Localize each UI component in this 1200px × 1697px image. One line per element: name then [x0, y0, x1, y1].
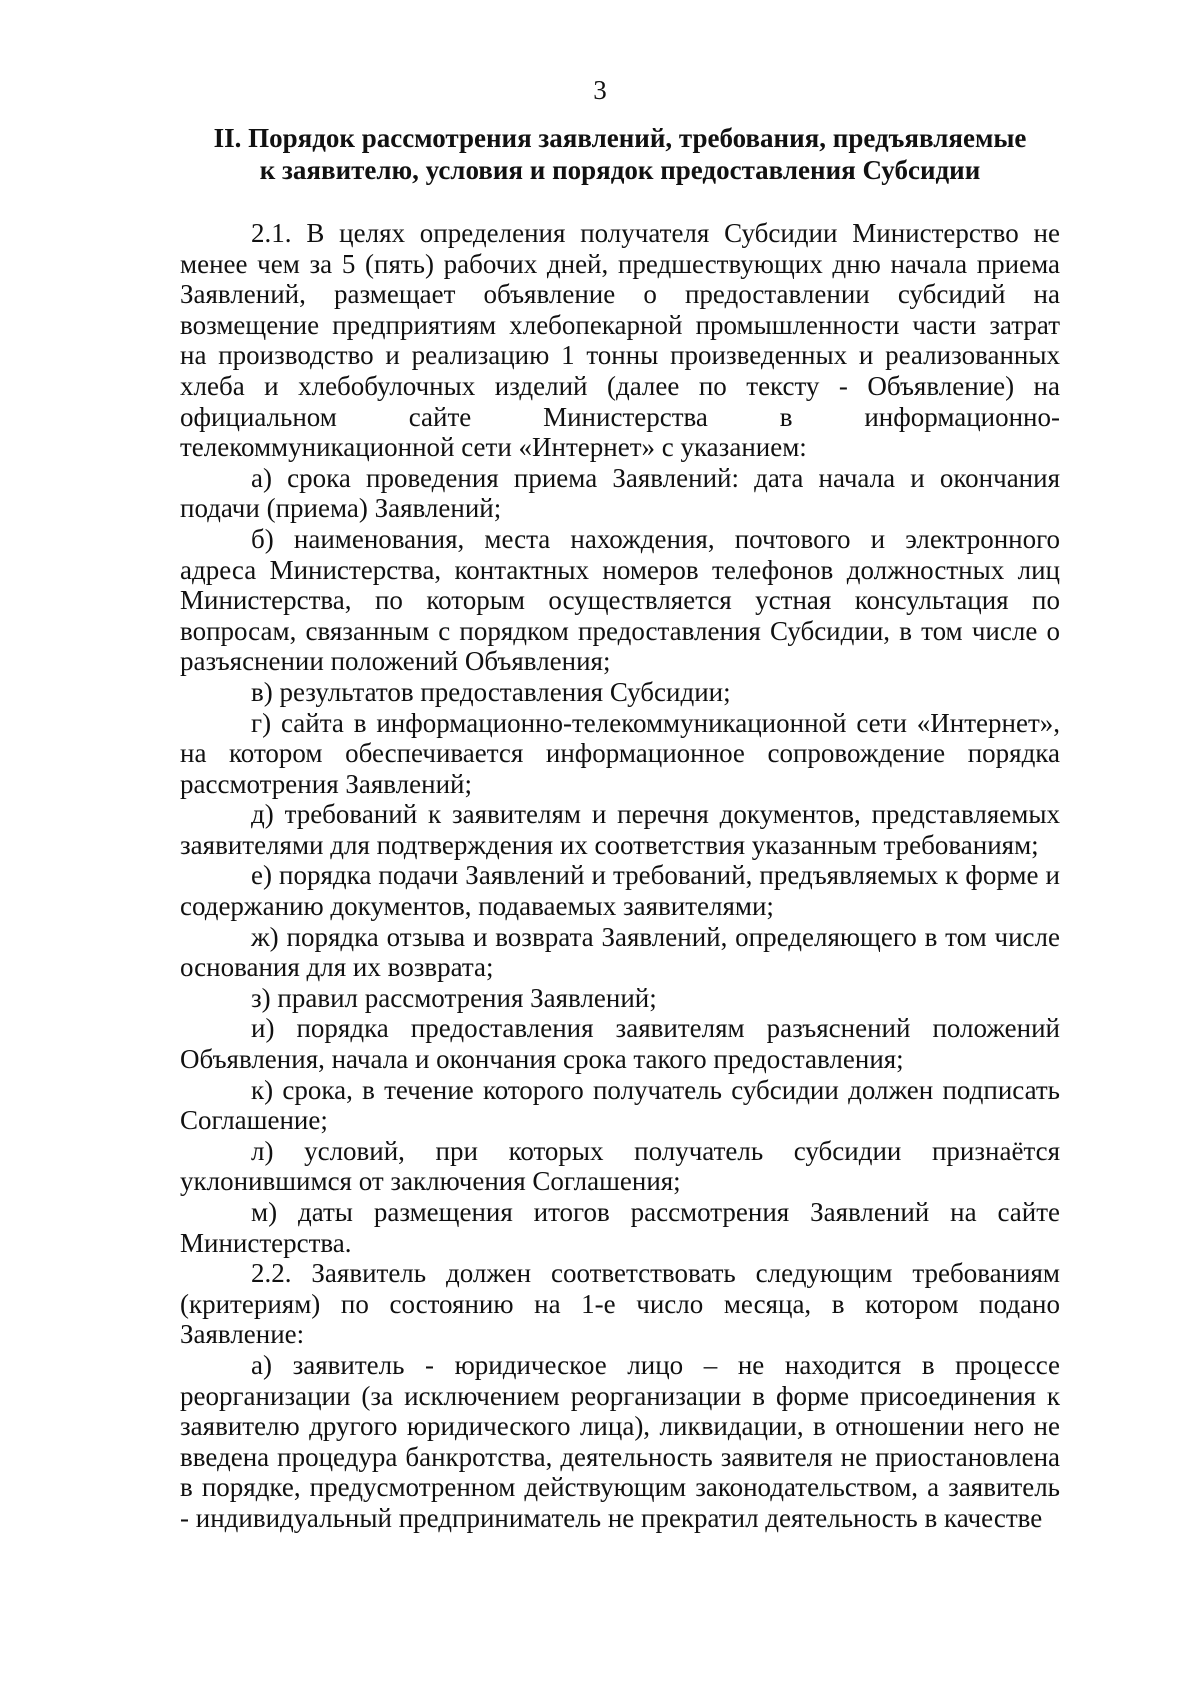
paragraph-2-2: 2.2. Заявитель должен соответствовать следующим требованиям (критериям) по состоянию на 1-е число месяца, в котором подано Заявление:: [180, 1258, 1060, 1350]
paragraph-2-1: 2.1. В целях определения получателя Субсидии Министерство не менее чем за 5 (пять) рабочих дней, предшествующих дню начала приема Заявлений, размещает объявление о предоставлении субсидий на возмещение предприятиям хлебопекарной промышленности части затрат на производство и реализацию 1 тонны произведенных и реализованных хлеба и хлебобулочных изделий (далее по тексту - Объявление) на официальном сайте Министерства в информационно-телекоммуникационной сети «Интернет» с указанием:: [180, 218, 1060, 463]
list-item-b: б) наименования, места нахождения, почтового и электронного адреса Министерства, контактных номеров телефонов должностных лиц Министерства, по которым осуществляется устная консультация по вопросам, связанным с порядком предоставления Субсидии, в том числе о разъяснении положений Объявления;: [180, 523, 1060, 677]
list-item-k: к) срока, в течение которого получатель субсидии должен подписать Соглашение;: [180, 1074, 1060, 1136]
list-item-zh: ж) порядка отзыва и возврата Заявлений, определяющего в том числе основания для их возврата;: [180, 921, 1060, 983]
list-item-e: е) порядка подачи Заявлений и требований, предъявляемых к форме и содержанию документов, подаваемых заявителями;: [180, 860, 1060, 922]
list-item-g: г) сайта в информационно-телекоммуникационной сети «Интернет», на котором обеспечивается информационное сопровождение порядка рассмотрения Заявлений;: [180, 707, 1060, 799]
section-heading-line-2: к заявителю, условия и порядок предоставления Субсидии: [259, 155, 981, 185]
list-item-i: и) порядка предоставления заявителям разъяснений положений Объявления, начала и окончания срока такого предоставления;: [180, 1013, 1060, 1075]
list-item-m: м) даты размещения итогов рассмотрения Заявлений на сайте Министерства.: [180, 1197, 1060, 1258]
page-number: 3: [593, 75, 607, 105]
section-heading-line-1: II. Порядок рассмотрения заявлений, требования, предъявляемые: [213, 123, 1027, 153]
list-item-l: л) условий, при которых получатель субсидии признаётся уклонившимся от заключения Соглашения;: [180, 1135, 1060, 1197]
document-body: [180, 218, 1060, 1534]
requirement-item-a: а) заявитель - юридическое лицо – не находится в процессе реорганизации (за исключением реорганизации в форме присоединения к заявителю другого юридического лица), ликвидации, в отношении него не введена процедура банкротства, деятельность заявителя не приостановлена в порядке, предусмотренном действующим законодательством, а заявитель - индивидуальный предприниматель не прекратил деятельность в качестве: [180, 1349, 1060, 1533]
list-item-z: з) правил рассмотрения Заявлений;: [251, 982, 657, 1013]
section-heading: [180, 122, 1060, 186]
list-item-v: в) результатов предоставления Субсидии;: [251, 676, 731, 707]
list-item-d: д) требований к заявителям и перечня документов, представляемых заявителями для подтверждения их соответствия указанным требованиям;: [180, 799, 1060, 860]
list-item-a: а) срока проведения приема Заявлений: дата начала и окончания подачи (приема) Заявлений;: [180, 462, 1060, 524]
